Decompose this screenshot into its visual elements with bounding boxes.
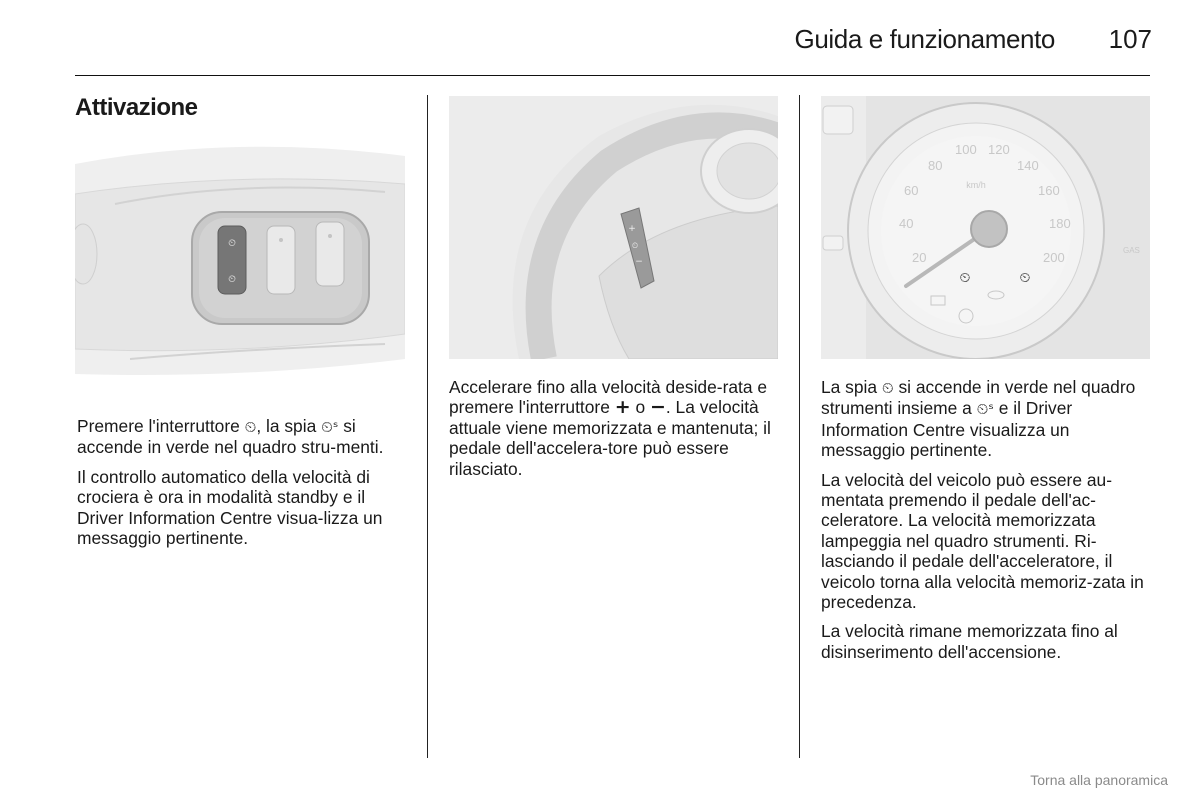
speedometer-label-60: 60 [904, 183, 919, 198]
speedometer-label-80: 80 [928, 158, 943, 173]
switch-panel-illustration [75, 134, 405, 396]
speedometer-label-200: 200 [1043, 250, 1065, 265]
svg-text:+: + [628, 224, 636, 234]
column-divider-right [799, 95, 800, 758]
cruise-control-set-icon: ⏲ˢ [321, 418, 339, 436]
speedometer-label-20: 20 [912, 250, 927, 265]
column-1-paragraph-2: Il controllo automatico della velocità di crociera è ora in modalità standby e il Driver Information Centre visua-lizza un messaggio pertinente. [77, 466, 383, 549]
speedometer-label-160: 160 [1038, 183, 1060, 198]
column-3-text [821, 377, 1151, 671]
column-3-paragraph-1-part-a: La spia [821, 377, 882, 397]
column-1-paragraph-1-part-c: si accende in verde nel quadro stru-menti. [77, 416, 384, 458]
speedometer-side-label: GAS [1123, 246, 1140, 255]
column-3-paragraph-1 [821, 377, 1151, 461]
page-header-title: Guida e funzionamento [794, 24, 1055, 54]
svg-text:⏲: ⏲ [631, 241, 639, 250]
column-3-paragraph-1-part-c: e il Driver Information Centre visualizza un messaggio pertinente. [821, 398, 1073, 461]
column-3-paragraph-1-part-b: si accende in verde nel quadro strumenti insieme a [821, 377, 1136, 419]
column-2-paragraph-1-part-c: . La velocità attuale viene memorizzata e mantenuta; il pedale dell'accelera-tore può essere rilasciato. [449, 397, 771, 479]
speedometer-label-40: 40 [899, 216, 914, 231]
back-to-overview-link[interactable]: Torna alla panoramica [1030, 772, 1168, 788]
svg-text:−: − [635, 257, 643, 267]
column-2-text [449, 377, 779, 488]
speedometer-illustration [821, 96, 1150, 359]
column-1-paragraph-1 [77, 416, 407, 458]
cruise-control-icon: ⏲ [881, 379, 894, 397]
steering-wheel-illustration [449, 96, 778, 359]
speedometer-label-180: 180 [1049, 216, 1071, 231]
speedometer-label-120: 120 [988, 142, 1010, 157]
cruise-control-set-icon: ⏲ˢ [976, 400, 994, 419]
column-2-paragraph-1-part-a: Accelerare fino alla velocità deside-rata e premere l'interruttore [449, 377, 768, 418]
column-3-paragraph-2: La velocità del veicolo può essere au-mentata premendo il pedale dell'ac-celeratore. La velocità memorizzata lampeggia nel quadro strumenti. Ri-lasciando il pedale dell'acceleratore, il veicolo torna alla velocità memoriz-zata in precedenza. [821, 469, 1144, 613]
svg-text:⏲: ⏲ [1019, 270, 1031, 286]
page-number: 107 [1108, 24, 1152, 54]
svg-text:⏲: ⏲ [228, 238, 236, 249]
column-1-paragraph-1-part-a: Premere l'interruttore [77, 416, 245, 436]
speedometer-unit: km/h [966, 180, 986, 190]
cruise-control-icon: ⏲ [244, 418, 257, 436]
section-heading: Attivazione [75, 94, 198, 121]
column-1-paragraph-1-part-b: , la spia [256, 416, 322, 436]
header-divider [75, 75, 1150, 76]
column-2-paragraph-1-part-b: o [630, 397, 650, 418]
minus-icon: − [649, 396, 666, 419]
plus-icon: + [614, 396, 631, 419]
column-3-paragraph-3: La velocità rimane memorizzata fino al disinserimento dell'accensione. [821, 621, 1118, 662]
column-2-paragraph-1 [449, 377, 779, 479]
column-divider-left [427, 95, 428, 758]
column-1-text [77, 416, 407, 557]
speedometer-label-140: 140 [1017, 158, 1039, 173]
svg-text:⏲: ⏲ [228, 274, 236, 285]
svg-text:⏲: ⏲ [959, 270, 971, 286]
speedometer-label-100: 100 [955, 142, 977, 157]
